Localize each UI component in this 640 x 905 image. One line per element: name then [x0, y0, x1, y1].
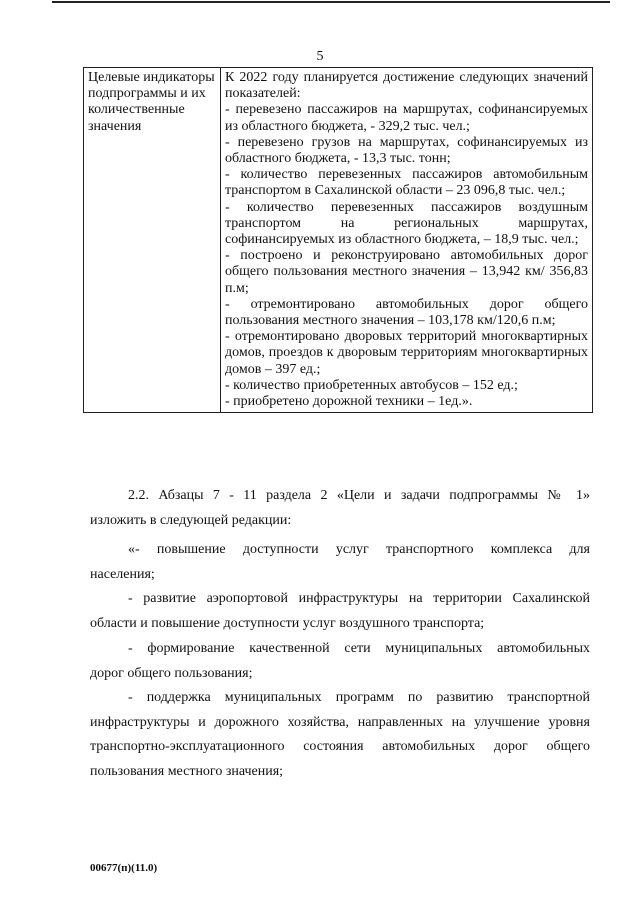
- table-row: [84, 68, 593, 413]
- paragraph-rest: изложить в следующей редакции:: [90, 512, 292, 528]
- indicators-values-cell: [221, 68, 593, 413]
- paragraph-rest: инфраструктуры и дорожного хозяйства, направленных на улучшение уровня транспортно-эксплуатационного состояния автомобильных дорог общего пользования местного значения;: [90, 714, 590, 779]
- indicator-item: - перевезено пассажиров на маршрутах, софинансируемых из областного бюджета, - 329,2 тыс. чел.;: [225, 102, 588, 134]
- indicator-item: - отремонтировано дворовых территорий многоквартирных домов, проездов к дворовым территориям многоквартирных домов – 397 ед.;: [225, 329, 588, 377]
- indicator-item: - количество перевезенных пассажиров воздушным транспортом на региональных маршрутах, софинансируемых из областного бюджета, – 18,9 тыс. чел.;: [225, 199, 588, 248]
- indicator-item: - приобретено дорожной техники – 1ед.».: [225, 394, 473, 410]
- intro-line: К 2022 году планируется достижение следующих значений показателей:: [225, 70, 588, 102]
- indicator-item: - перевезено грузов на маршрутах, софинансируемых из областного бюджета, - 13,3 тыс. тонн;: [225, 134, 588, 167]
- top-rule: [52, 1, 610, 3]
- document-code: 00677(п)(11.0): [90, 862, 158, 874]
- indicator-item: - построено и реконструировано автомобильных дорог общего пользования местного значения – 13,942 км/ 356,83 п.м;: [225, 248, 588, 296]
- paragraph-first-line: 2.2. Абзацы 7 - 11 раздела 2 «Цели и задачи подпрограммы № 1»: [128, 488, 590, 503]
- indicators-label-cell: Целевые индикаторы подпрограммы и их количественные значения: [84, 68, 221, 413]
- goal-paragraph: [90, 637, 590, 686]
- amendment-paragraph: [90, 484, 590, 533]
- indicator-item: - отремонтировано автомобильных дорог общего пользования местного значения – 103,178 км/120,6 п.м;: [225, 296, 588, 329]
- goal-paragraph: [90, 538, 590, 587]
- indicator-item: - количество приобретенных автобусов – 152 ед.;: [225, 377, 518, 393]
- paragraph-first-line: - поддержка муниципальных программ по развитию транспортной: [128, 690, 590, 705]
- indicators-table: [83, 67, 593, 413]
- paragraph-rest: области и повышение доступности услуг воздушного транспорта;: [90, 615, 485, 631]
- paragraph-first-line: «- повышение доступности услуг транспортного комплекса для: [128, 542, 590, 557]
- goal-paragraph: [90, 587, 590, 636]
- paragraph-first-line: - формирование качественной сети муниципальных автомобильных: [128, 641, 590, 656]
- paragraph-rest: населения;: [90, 566, 155, 582]
- page-number: 5: [316, 49, 324, 64]
- indicator-item: - количество перевезенных пассажиров автомобильным транспортом в Сахалинской области – 23 096,8 тыс. чел.;: [225, 167, 588, 199]
- paragraph-rest: дорог общего пользования;: [90, 665, 253, 681]
- goal-paragraph: [90, 686, 590, 784]
- paragraph-first-line: - развитие аэропортовой инфраструктуры на территории Сахалинской: [128, 591, 590, 606]
